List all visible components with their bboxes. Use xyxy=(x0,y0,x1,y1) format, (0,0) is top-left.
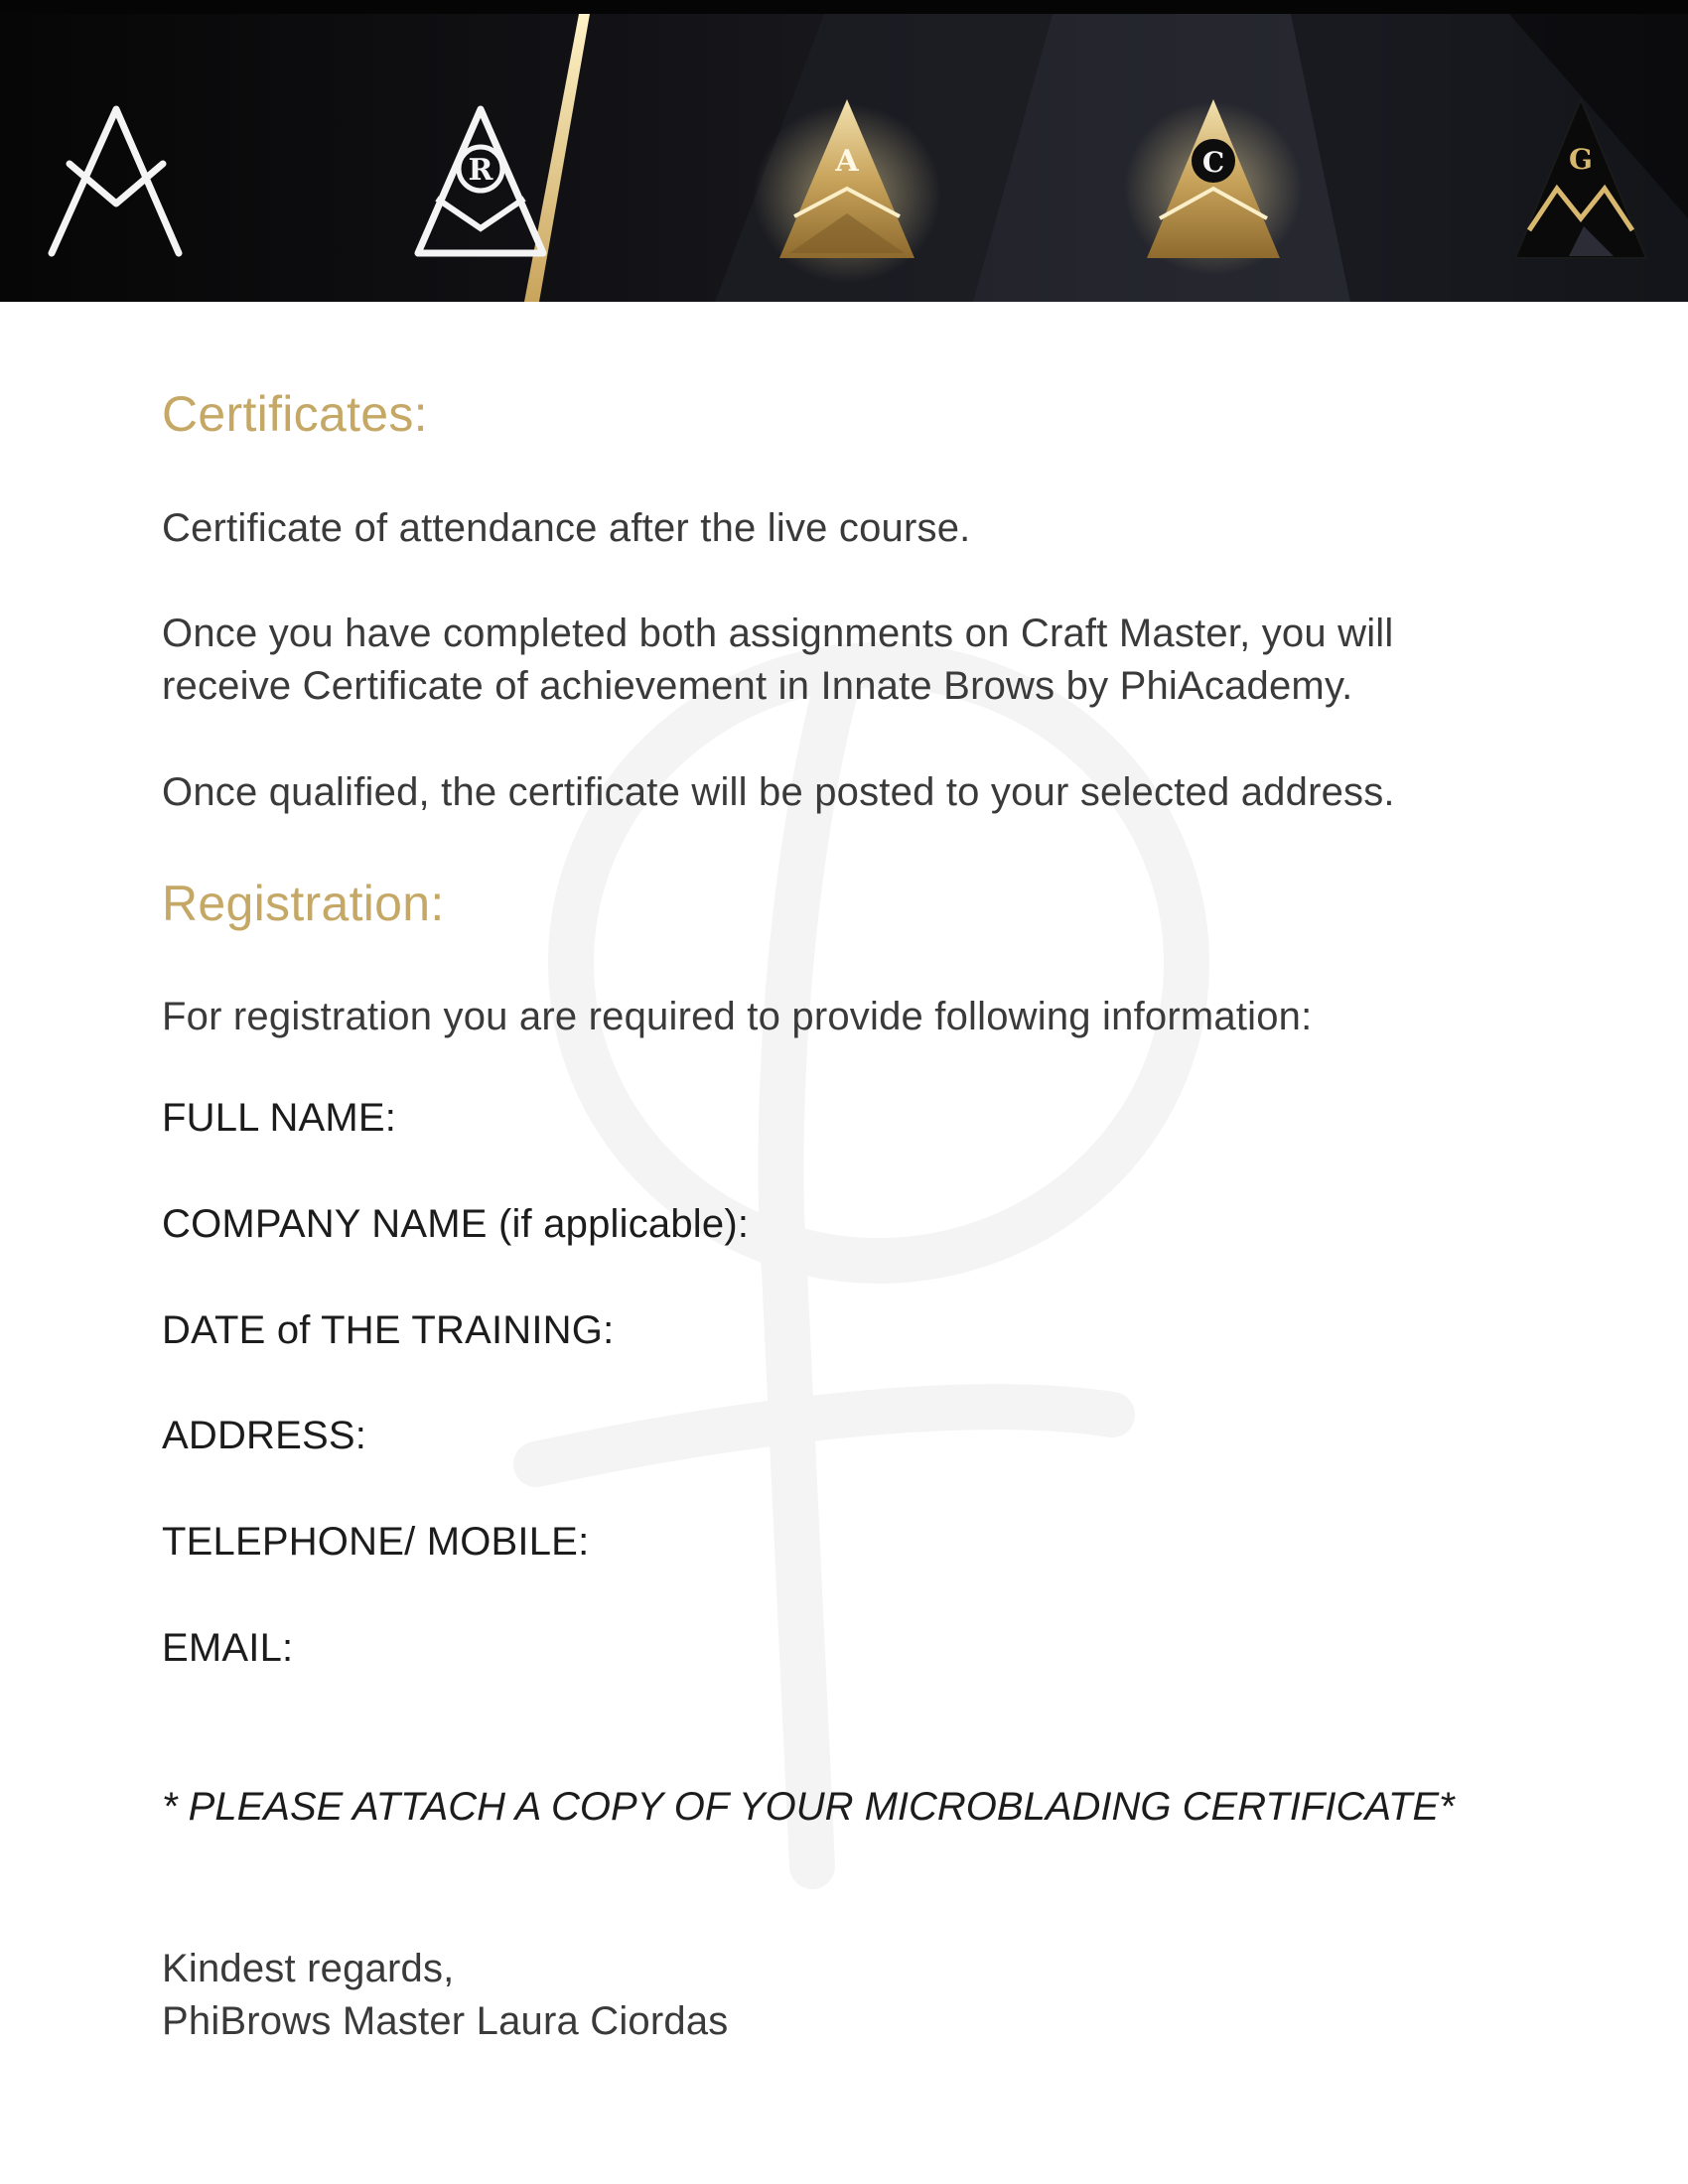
field-address: ADDRESS: xyxy=(162,1414,367,1457)
badge-a-letter: A xyxy=(835,144,859,179)
certificates-achievement-line-1: Once you have completed both assignments on Craft Master, you will xyxy=(162,612,1394,655)
field-full-name: FULL NAME: xyxy=(162,1096,397,1140)
field-training-date: DATE of THE TRAINING: xyxy=(162,1308,615,1352)
badge-c-letter: C xyxy=(1201,146,1225,179)
signature-closing: Kindest regards, xyxy=(162,1947,455,1990)
badge-g-letter: G xyxy=(1569,143,1593,176)
badge-r-letter: R xyxy=(468,153,493,188)
certificates-heading: Certificates: xyxy=(162,386,428,442)
field-email: EMAIL: xyxy=(162,1626,294,1670)
signature-name: PhiBrows Master Laura Ciordas xyxy=(162,1999,729,2043)
certificates-attendance-text: Certificate of attendance after the live course. xyxy=(162,506,971,550)
attach-certificate-note: * PLEASE ATTACH A COPY OF YOUR MICROBLADING CERTIFICATE* xyxy=(162,1785,1455,1829)
certificates-posting-text: Once qualified, the certificate will be posted to your selected address. xyxy=(162,770,1395,814)
field-company-name: COMPANY NAME (if applicable): xyxy=(162,1202,750,1246)
registration-heading: Registration: xyxy=(162,876,445,931)
field-telephone: TELEPHONE/ MOBILE: xyxy=(162,1520,590,1564)
header-banner xyxy=(0,0,1688,302)
registration-intro-text: For registration you are required to provide following information: xyxy=(162,995,1313,1038)
banner-graphic xyxy=(0,0,1688,302)
signature-block xyxy=(162,1943,728,2048)
certificates-achievement-line-2: receive Certificate of achievement in Innate Brows by PhiAcademy. xyxy=(162,664,1353,708)
